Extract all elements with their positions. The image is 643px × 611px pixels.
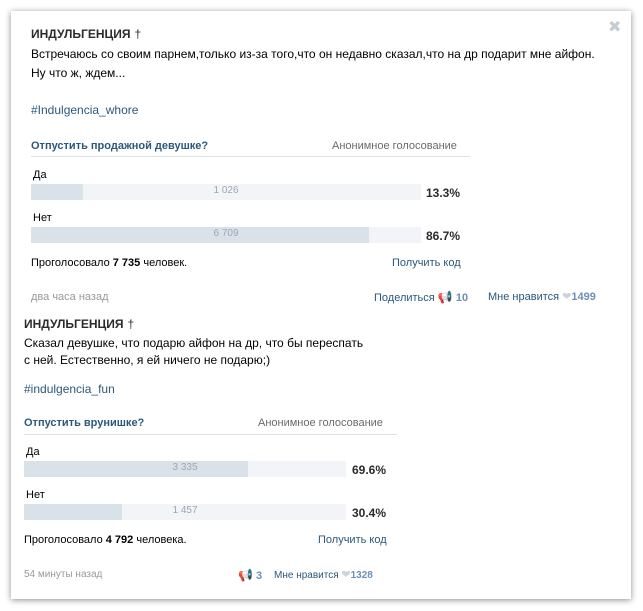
- post1-voted-summary: [31, 257, 187, 269]
- post1-like-button[interactable]: [488, 290, 596, 303]
- post1-get-code-link[interactable]: Получить код: [392, 257, 461, 269]
- post2-like-count: 1328: [350, 570, 373, 581]
- heart-icon: ❤: [341, 569, 351, 581]
- post1-share-count: 10: [455, 292, 469, 304]
- post1-text-line2: Ну что ж, ждем...: [31, 66, 126, 80]
- post1-option2-bar[interactable]: [31, 227, 421, 243]
- post2-author[interactable]: [24, 317, 134, 331]
- post2-poll-divider: [24, 434, 397, 435]
- post2-hashtag[interactable]: #indulgencia_fun: [24, 382, 115, 396]
- post2-poll-anonymous: Анонимное голосование: [258, 417, 383, 429]
- post2-get-code-link[interactable]: Получить код: [318, 534, 387, 546]
- post2-voted-summary: [24, 534, 187, 546]
- post1-timestamp[interactable]: два часа назад: [31, 291, 109, 303]
- post2-poll-question: Отпустить врунишке?: [24, 417, 145, 429]
- post2-text-line1: Сказал девушке, что подарю айфон на др, что бы переспать: [24, 336, 364, 350]
- post2-like-button[interactable]: [274, 568, 373, 581]
- post1-like-count: 1499: [571, 291, 596, 303]
- post2-author-name[interactable]: ИНДУЛЬГЕНЦИЯ: [24, 317, 124, 331]
- post1-option2-label: Нет: [33, 212, 52, 224]
- close-icon[interactable]: ✖: [608, 19, 622, 36]
- post1-author-name[interactable]: ИНДУЛЬГЕНЦИЯ: [31, 27, 131, 41]
- post1-poll-anonymous: Анонимное голосование: [332, 140, 457, 152]
- post1-text-line1: Встречаюсь со своим парнем,только из-за того,что он недавно сказал,что на др подарит мне айфон.: [31, 47, 595, 61]
- cross-icon: †: [134, 27, 142, 41]
- post2-share-count: 3: [256, 570, 263, 582]
- post2-timestamp[interactable]: 54 минуты назад: [24, 569, 103, 580]
- post1-option1-bar[interactable]: [31, 184, 421, 200]
- post1-share-label: Поделиться: [374, 292, 435, 304]
- post1-option1-percent: 13.3%: [426, 186, 461, 200]
- post1-option1-count: 1 026: [213, 185, 239, 196]
- post2-text-line2: с ней. Естественно, я ей ничего не подарю;): [24, 353, 271, 367]
- post1-voted-prefix: Проголосовало: [31, 257, 110, 269]
- heart-icon: ❤: [562, 291, 572, 303]
- megaphone-icon: 📢: [437, 290, 453, 304]
- post2-voted-prefix: Проголосовало: [24, 534, 103, 546]
- post1-like-label: Мне нравится: [488, 291, 560, 303]
- post1-option2-count: 6 709: [213, 228, 239, 239]
- post2-like-label: Мне нравится: [274, 570, 339, 581]
- megaphone-icon: 📢: [238, 568, 253, 582]
- post2-option2-bar[interactable]: [24, 504, 346, 520]
- post1-author[interactable]: [31, 27, 141, 41]
- post1-share-button[interactable]: [374, 290, 468, 304]
- post2-option2-count: 1 457: [172, 505, 198, 516]
- post1-hashtag[interactable]: #Indulgencia_whore: [31, 103, 139, 117]
- post1-voted-total: 7 735: [112, 257, 141, 269]
- post2-option2-percent: 30.4%: [352, 506, 387, 520]
- post1-poll-question: Отпустить продажной девушке?: [31, 140, 209, 152]
- post2-option2-label: Нет: [26, 489, 45, 501]
- post2-option1-percent: 69.6%: [352, 463, 387, 477]
- post2-share-button[interactable]: [238, 568, 262, 582]
- post1-option1-label: Да: [33, 169, 47, 181]
- post1-voted-suffix: человек.: [143, 257, 188, 269]
- post1-option2-percent: 86.7%: [426, 229, 461, 243]
- cross-icon: †: [127, 317, 135, 331]
- post2-voted-suffix: человека.: [136, 534, 187, 546]
- post2-option1-label: Да: [26, 446, 40, 458]
- post2-voted-total: 4 792: [105, 534, 134, 546]
- post2-option1-bar[interactable]: [24, 461, 346, 477]
- post2-option1-count: 3 335: [172, 462, 198, 473]
- post1-poll-divider: [31, 156, 470, 157]
